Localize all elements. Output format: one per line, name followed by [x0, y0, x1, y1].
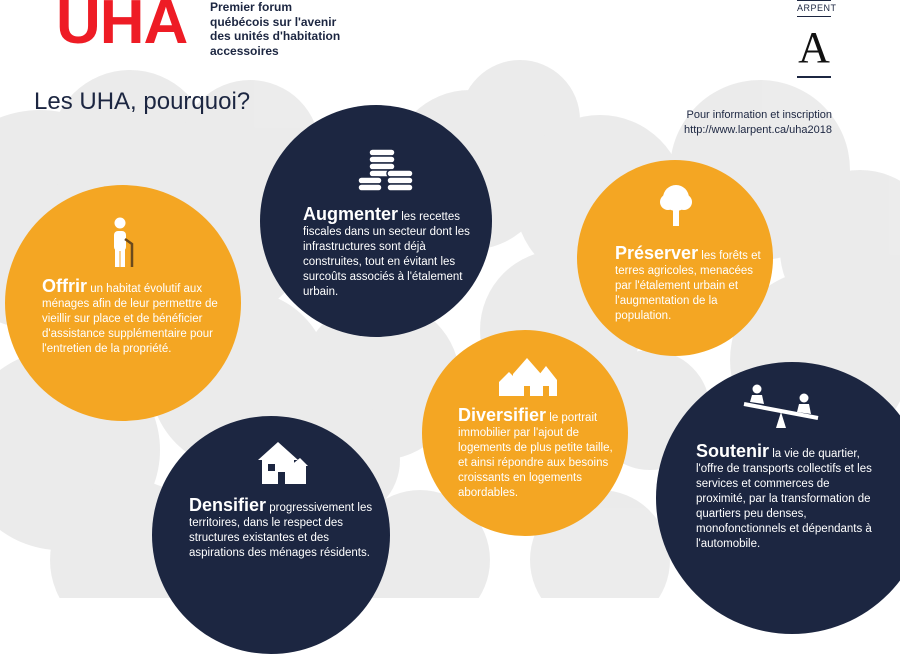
- info-block: [684, 108, 832, 138]
- reason-keyword: Augmenter: [303, 204, 399, 224]
- house-icon: [256, 440, 308, 486]
- reason-description: un habitat évolutif aux ménages afin de leur permettre de vieillir sur place et de bénéficier d'assistance supplémentaire pour l'entretien de la propriété.: [42, 283, 218, 355]
- reason-circle-diversifier: [422, 330, 628, 536]
- brand-mark: A: [798, 23, 830, 72]
- brand-rule-top: [797, 0, 831, 1]
- elderly-person-icon: [108, 217, 138, 269]
- page-title: Les UHA, pourquoi?: [34, 88, 251, 115]
- reason-keyword: Préserver: [615, 243, 699, 263]
- reason-description: la vie de quartier, l'offre de transports collectifs et les services et commerces de proximité, par la transformation de quartiers peu denses, monofonctionnels et dépendants à l'automobile.: [696, 448, 872, 550]
- reason-text-offrir: [42, 276, 228, 357]
- tree-icon: [659, 184, 693, 226]
- reason-keyword: Offrir: [42, 276, 87, 296]
- brand-label: ARPENT: [797, 3, 837, 13]
- reason-keyword: Diversifier: [458, 405, 547, 425]
- reason-description: progressivement les territoires, dans le respect des structures existantes et des aspirations des ménages résidents.: [189, 502, 373, 559]
- info-label: Pour information et inscription: [686, 109, 832, 121]
- coin-stacks-icon: [357, 145, 415, 195]
- brand-rule-bottom: [797, 76, 831, 78]
- reason-circle-preserver: [577, 160, 773, 356]
- reason-text-diversifier: [458, 405, 616, 501]
- info-url-link[interactable]: http://www.larpent.ca/uha2018: [684, 124, 832, 136]
- reason-circle-augmenter: [260, 105, 492, 337]
- reason-keyword: Densifier: [189, 495, 267, 515]
- reason-circle-offrir: [5, 185, 241, 421]
- forum-tagline: Premier forum québécois sur l'avenir des unités d'habitation accessoires: [210, 0, 341, 58]
- reason-text-densifier: [189, 495, 383, 561]
- reason-keyword: Soutenir: [696, 441, 770, 461]
- reason-text-augmenter: [303, 204, 475, 300]
- reason-text-soutenir: [696, 441, 878, 552]
- houses-icon: [499, 356, 559, 398]
- reason-description: les recettes fiscales dans un secteur dont les infrastructures sont déjà construites, tout en évitant les surcoûts associés à l'étalement urbain.: [303, 211, 470, 298]
- reason-description: les forêts et terres agricoles, menacées par l'étalement urbain et l'augmentation de la population.: [615, 250, 761, 322]
- reason-circle-densifier: [152, 416, 390, 654]
- uha-logo: UHA: [56, 0, 188, 57]
- seesaw-icon: [740, 384, 822, 430]
- reason-description: le portrait immobilier par l'ajout de logements de plus petite taille, et ainsi répondre aux besoins croissants en logements abordables.: [458, 412, 613, 499]
- reason-text-preserver: [615, 243, 767, 324]
- brand-rule-mid: [797, 16, 831, 17]
